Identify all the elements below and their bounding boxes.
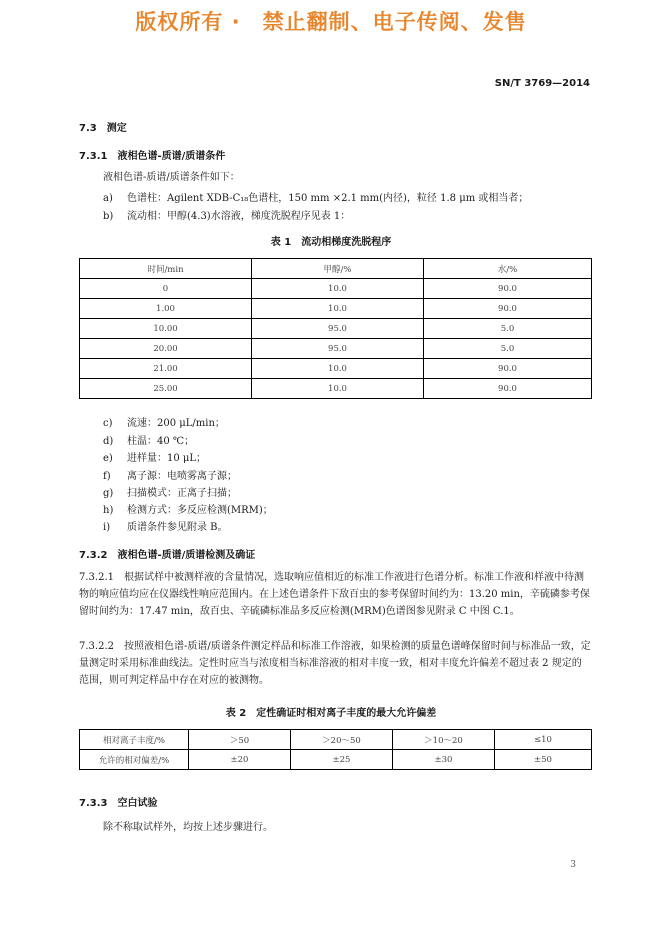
table-cell: 25.00 [80, 379, 252, 399]
list-text: 色谱柱：Agilent XDB-C₁₈色谱柱，150 mm ×2.1 mm(内径)，粒径 1.8 μm 或相当者； [127, 193, 529, 204]
table-row [80, 279, 592, 299]
list-text: 柱温：40 ℃； [127, 436, 195, 447]
list-item [103, 484, 237, 499]
table-cell: 90.0 [424, 279, 592, 299]
table-cell: ＞20～50 [291, 730, 393, 750]
section-7-3-1-heading: 7.3.1 液相色谱-质谱/质谱条件 [79, 151, 226, 162]
paragraph-7-3-2-2: 7.3.2.2 按照液相色谱-质谱/质谱条件测定样品和标准工作溶液，如果检测的质量色谱峰保留时间与标准品一致，定量测定时采用标准曲线法。定性时应当与浓度相当标准溶液的相对丰度一致，相对丰度允许偏差不超过表 2 规定的范围，则可判定样品中存在对应的被测物。 [79, 641, 591, 686]
list-item [103, 414, 225, 429]
standard-number: SN/T 3769—2014 [494, 78, 590, 89]
ion-abundance-table [79, 729, 592, 770]
table-header-cell: 水/% [424, 259, 592, 279]
intro-text: 液相色谱-质谱/质谱条件如下： [103, 172, 240, 183]
list-item [103, 467, 237, 482]
table-cell: ≤10 [495, 730, 592, 750]
table-cell: 95.0 [252, 319, 424, 339]
table-row [80, 730, 592, 750]
table-cell: 95.0 [252, 339, 424, 359]
table-cell: 10.0 [252, 379, 424, 399]
list-item [103, 432, 194, 447]
list-marker: f) [103, 471, 111, 482]
table-cell: 10.00 [80, 319, 252, 339]
gradient-table [79, 258, 592, 399]
list-text: 扫描模式：正离子扫描； [127, 488, 237, 499]
paragraph-7-3-3: 除不称取试样外，均按上述步骤进行。 [103, 822, 273, 833]
table-cell: ±25 [291, 750, 393, 770]
table-cell: 10.0 [252, 299, 424, 319]
list-marker: a) [103, 193, 113, 204]
table1-caption: 表 1 流动相梯度洗脱程序 [270, 237, 392, 248]
list-marker: d) [103, 436, 114, 447]
table-cell: 21.00 [80, 359, 252, 379]
table-cell: ±50 [495, 750, 592, 770]
table-cell: 90.0 [424, 299, 592, 319]
section-7-3-heading: 7.3 测定 [79, 123, 127, 134]
list-item [103, 518, 228, 533]
table-header-row [80, 259, 592, 279]
list-item [103, 501, 273, 516]
table-row [80, 319, 592, 339]
table-cell: 90.0 [424, 359, 592, 379]
table-cell: ＞50 [189, 730, 291, 750]
list-marker: c) [103, 418, 113, 429]
table2-caption: 表 2 定性确证时相对离子丰度的最大允许偏差 [225, 708, 437, 719]
list-text: 流动相：甲醇(4.3)水溶液，梯度洗脱程序见表 1： [127, 211, 351, 222]
table-header-cell: 甲醇/% [252, 259, 424, 279]
list-item [103, 449, 206, 464]
table-row [80, 359, 592, 379]
list-item [103, 207, 350, 222]
page-number: 3 [570, 860, 576, 870]
table-cell: 0 [80, 279, 252, 299]
table-row [80, 379, 592, 399]
list-marker: i) [103, 522, 111, 533]
table-row [80, 750, 592, 770]
table-cell: 5.0 [424, 319, 592, 339]
table-cell: 1.00 [80, 299, 252, 319]
table-cell: 5.0 [424, 339, 592, 359]
table-cell: 90.0 [424, 379, 592, 399]
table-header-cell: 时间/min [80, 259, 252, 279]
list-marker: h) [103, 505, 114, 516]
section-7-3-3-heading: 7.3.3 空白试验 [79, 798, 158, 809]
list-text: 进样量：10 μL； [127, 453, 207, 464]
table-cell: 20.00 [80, 339, 252, 359]
table-cell: 相对离子丰度/% [80, 730, 189, 750]
table-cell: ±20 [189, 750, 291, 770]
list-marker: g) [103, 488, 114, 499]
table-row [80, 339, 592, 359]
list-text: 检测方式：多反应检测(MRM)； [127, 505, 273, 516]
list-text: 离子源：电喷雾离子源； [127, 471, 237, 482]
list-marker: e) [103, 453, 113, 464]
list-marker: b) [103, 211, 114, 222]
section-7-3-2-heading: 7.3.2 液相色谱-质谱/质谱检测及确证 [79, 550, 256, 561]
list-text: 流速：200 μL/min； [127, 418, 225, 429]
table-cell: 10.0 [252, 359, 424, 379]
list-item [103, 189, 528, 204]
table-cell: 允许的相对偏差/% [80, 750, 189, 770]
table-cell: ±30 [393, 750, 495, 770]
paragraph-7-3-2-1: 7.3.2.1 根据试样中被测样液的含量情况，选取响应值相近的标准工作液进行色谱分析。标准工作液和样液中待测物的响应值均应在仪器线性响应范围内。在上述色谱条件下敌百虫的参考保留时间约为：13.20 min，辛硫磷参考保留时间约为：17.47 min，敌百虫、辛硫磷标准品多反应检测(MRM)色谱图参见附录 C 中图 C.1。 [79, 572, 590, 617]
table-cell: 10.0 [252, 279, 424, 299]
table-cell: ＞10～20 [393, 730, 495, 750]
list-text: 质谱条件参见附录 B。 [127, 522, 228, 533]
watermark: 版权所有 · 禁止翻制、电子传阅、发售 [135, 10, 527, 34]
table-row [80, 299, 592, 319]
